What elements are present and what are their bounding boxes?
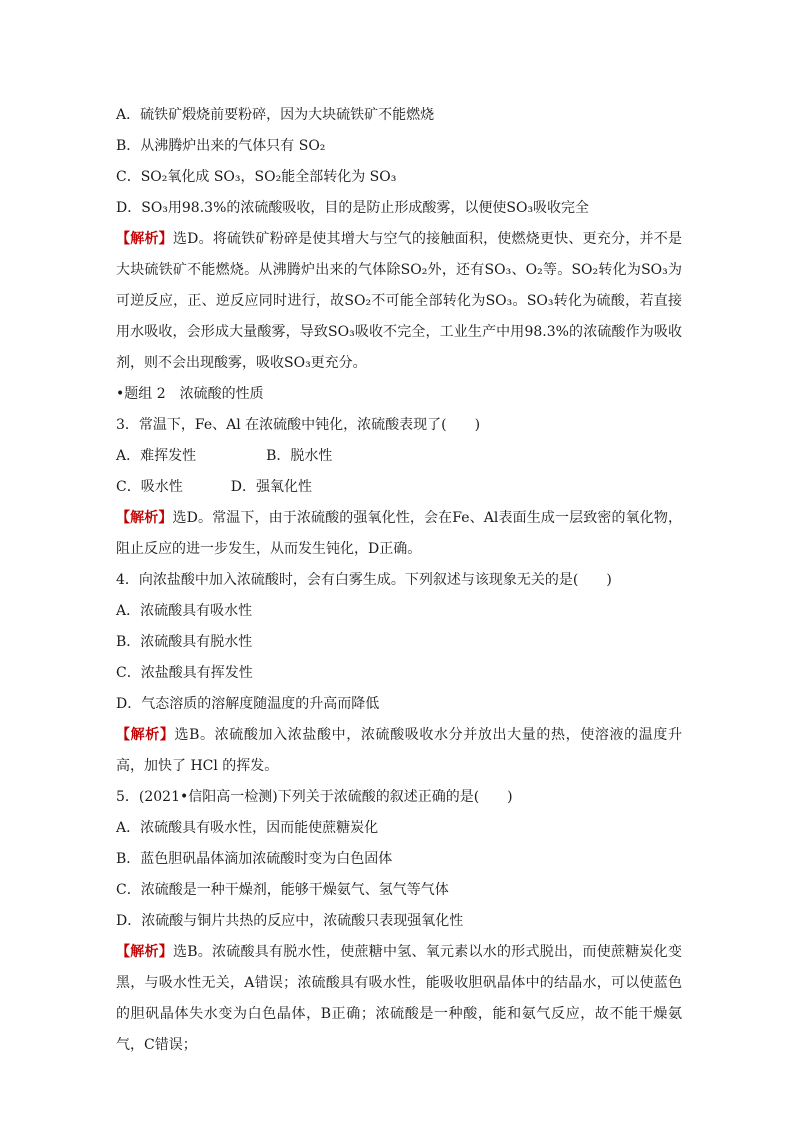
q5-stem: 5．(2021•信阳高一检测)下列关于浓硫酸的叙述正确的是( )	[116, 789, 513, 805]
q3-options-row-1	[116, 441, 682, 472]
q5-analysis	[116, 937, 682, 1061]
q3-stem: 3．常温下，Fe、Al 在浓硫酸中钝化，浓硫酸表现了( )	[116, 417, 481, 433]
q3-analysis	[116, 503, 682, 565]
group-heading: •题组 2 浓硫酸的性质	[116, 386, 264, 402]
analysis-tag: 【解析】	[116, 727, 175, 743]
q5-option-b: B．蓝色胆矾晶体滴加浓硫酸时变为白色固体	[116, 851, 393, 867]
q4-analysis	[116, 720, 682, 782]
analysis-tag: 【解析】	[116, 510, 173, 526]
q2-option-a: A．硫铁矿煅烧前要粉碎，因为大块硫铁矿不能燃烧	[116, 107, 435, 123]
q4-option-b: B．浓硫酸具有脱水性	[116, 634, 253, 650]
q5-analysis-text: 选B。浓硫酸具有脱水性，使蔗糖中氢、氧元素以水的形式脱出，而使蔗糖炭化变黑，与吸水性无关，A错误；浓硫酸具有吸水性，能吸收胆矾晶体中的结晶水，可以使蓝色的胆矾晶体失水变为白色晶体，B正确；浓硫酸是一种酸，能和氨气反应，故不能干燥氨气，C错误；	[116, 944, 682, 1053]
q5-option-c: C．浓硫酸是一种干燥剂，能够干燥氨气、氢气等气体	[116, 882, 449, 898]
q4-stem: 4．向浓盐酸中加入浓硫酸时，会有白雾生成。下列叙述与该现象无关的是( )	[116, 572, 612, 588]
q2-option-b: B．从沸腾炉出来的气体只有 SO₂	[116, 138, 326, 154]
analysis-tag: 【解析】	[116, 231, 173, 247]
q5-option-d: D．浓硫酸与铜片共热的反应中，浓硫酸只表现强氧化性	[116, 913, 464, 929]
page-content	[116, 100, 682, 1061]
q5-option-a: A．浓硫酸具有吸水性，因而能使蔗糖炭化	[116, 820, 379, 836]
q2-option-c: C．SO₂氧化成 SO₃，SO₂能全部转化为 SO₃	[116, 169, 397, 185]
q4-option-a: A．浓硫酸具有吸水性	[116, 603, 253, 619]
q3-option-b: B．脱水性	[266, 448, 333, 464]
q3-option-a: A．难挥发性	[116, 448, 197, 464]
q4-option-d: D．气态溶质的溶解度随温度的升高而降低	[116, 696, 380, 712]
q3-analysis-text: 选D。常温下，由于浓硫酸的强氧化性，会在Fe、Al表面生成一层致密的氧化物，阻止反应的进一步发生，从而发生钝化，D正确。	[116, 510, 683, 557]
q2-option-d: D．SO₃用98.3%的浓硫酸吸收，目的是防止形成酸雾，以便使SO₃吸收完全	[116, 200, 590, 216]
analysis-tag: 【解析】	[116, 944, 173, 960]
q2-analysis	[116, 224, 682, 379]
q3-options-row-2	[116, 472, 682, 503]
q3-option-d: D．强氧化性	[230, 479, 312, 495]
q2-analysis-text: 选D。将硫铁矿粉碎是使其增大与空气的接触面积，使燃烧更快、更充分，并不是大块硫铁矿不能燃烧。从沸腾炉出来的气体除SO₂外，还有SO₃、O₂等。SO₂转化为SO₃为可逆反应，正、逆反应同时进行，故SO₂不可能全部转化为SO₃。SO₃转化为硫酸，若直接用水吸收，会形成大量酸雾，导致SO₃吸收不完全，工业生产中用98.3%的浓硫酸作为吸收剂，则不会出现酸雾，吸收SO₃更充分。	[116, 231, 682, 371]
q4-option-c: C．浓盐酸具有挥发性	[116, 665, 253, 681]
q3-option-c: C．吸水性	[116, 479, 183, 495]
q4-analysis-text: 选B。浓硫酸加入浓盐酸中，浓硫酸吸收水分并放出大量的热，使溶液的温度升高，加快了 HCl 的挥发。	[116, 727, 682, 774]
